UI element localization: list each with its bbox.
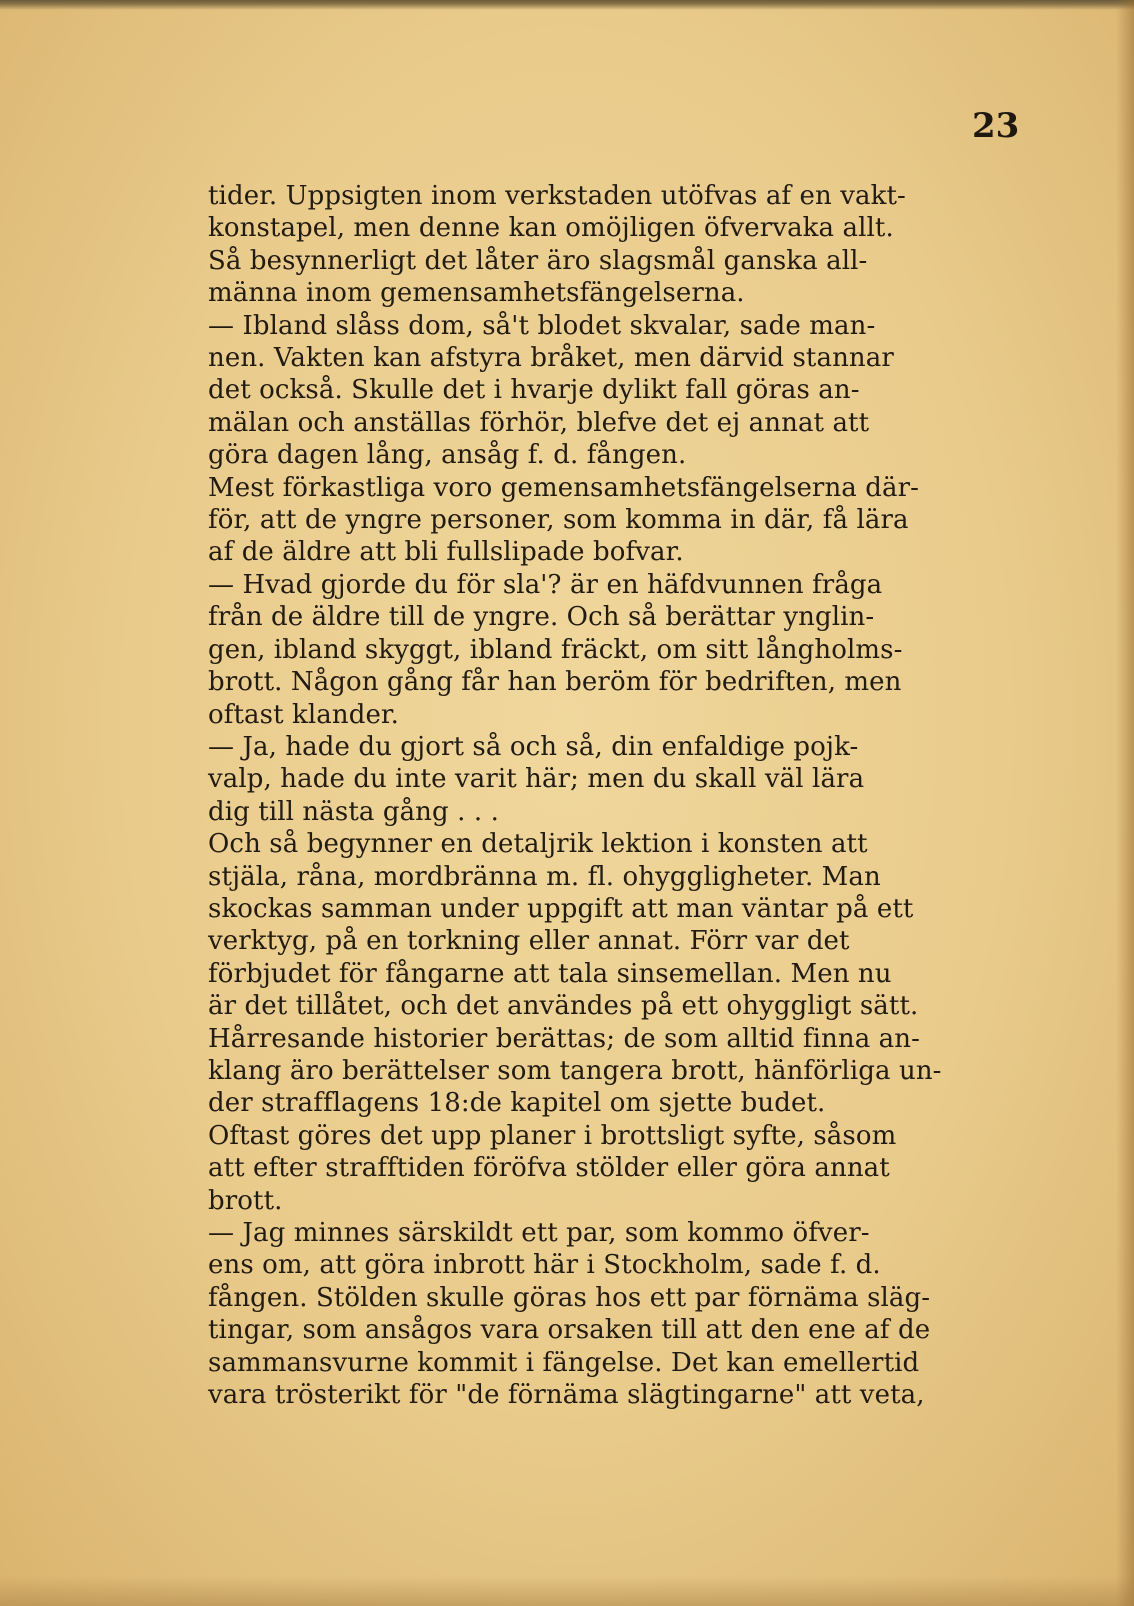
text-line: nen. Vakten kan afstyra bråket, men därvid stannar: [208, 343, 894, 374]
text-line: — Jag minnes särskildt ett par, som kommo öfver-: [208, 1218, 870, 1248]
text-line: är det tillåtet, och det användes på ett ohyggligt sätt.: [208, 991, 919, 1022]
text-line: det också. Skulle det i hvarje dylikt fall göras an-: [208, 375, 860, 406]
text-line: tider. Uppsigten inom verkstaden utöfvas af en vakt-: [208, 181, 906, 211]
text-line: dig till nästa gång . . .: [208, 796, 499, 827]
text-line: från de äldre till de yngre. Och så berättar ynglin-: [208, 602, 875, 633]
text-line: af de äldre att bli fullslipade bofvar.: [208, 537, 684, 568]
page-right-edge: [1116, 0, 1134, 1606]
text-line: valp, hade du inte varit här; men du skall väl lära: [208, 764, 865, 795]
text-line: — Hvad gjorde du för sla'? är en häfdvunnen fråga: [208, 569, 883, 600]
page-bottom-edge: [0, 1576, 1134, 1606]
page-top-edge: [0, 0, 1134, 10]
text-line: förbjudet för fångarne att tala sinsemellan. Men nu: [208, 958, 892, 989]
text-line: fången. Stölden skulle göras hos ett par förnäma släg-: [208, 1282, 931, 1313]
text-line: verktyg, på en torkning eller annat. Förr var det: [208, 926, 850, 957]
text-line: Hårresande historier berättas; de som alltid finna an-: [208, 1023, 920, 1054]
page-number: 23: [972, 106, 1020, 146]
text-line: vara trösterikt för "de förnäma slägtingarne" att veta,: [208, 1380, 925, 1411]
text-line: Mest förkastliga voro gemensamhetsfängelserna där-: [208, 472, 920, 503]
text-line: stjäla, råna, mordbränna m. fl. ohyggligheter. Man: [208, 861, 881, 892]
text-line: gen, ibland skyggt, ibland fräckt, om sitt långholms-: [208, 634, 903, 665]
text-line: — Ibland slåss dom, så't blodet skvalar, sade man-: [208, 310, 876, 341]
text-line: tingar, som ansågos vara orsaken till att den ene af de: [208, 1315, 931, 1346]
text-line: oftast klander.: [208, 699, 399, 730]
text-line: att efter strafftiden föröfva stölder eller göra annat: [208, 1153, 890, 1184]
text-line: för, att de yngre personer, som komma in där, få lära: [208, 505, 909, 536]
text-line: — Ja, hade du gjort så och så, din enfaldige pojk-: [208, 731, 859, 762]
text-line: brott. Någon gång får han beröm för bedriften, men: [208, 667, 902, 698]
text-line: Så besynnerligt det låter äro slagsmål ganska all-: [208, 245, 868, 276]
text-line: klang äro berättelser som tangera brott, hänförliga un-: [208, 1055, 942, 1086]
text-line: mälan och anställas förhör, blefve det ej annat att: [208, 407, 870, 438]
text-line: brott.: [208, 1185, 283, 1216]
page-text-body: [208, 180, 1058, 1411]
text-line: Och så begynner en detaljrik lektion i konsten att: [208, 829, 868, 860]
text-line: sammansvurne kommit i fängelse. Det kan emellertid: [208, 1347, 920, 1378]
text-line: der strafflagens 18:de kapitel om sjette budet.: [208, 1088, 826, 1119]
text-line: konstapel, men denne kan omöjligen öfvervaka allt.: [208, 213, 894, 244]
text-line: männa inom gemensamhetsfängelserna.: [208, 278, 745, 309]
text-line: ens om, att göra inbrott här i Stockholm, sade f. d.: [208, 1250, 881, 1281]
text-line: skockas samman under uppgift att man väntar på ett: [208, 893, 914, 924]
text-line: göra dagen lång, ansåg f. d. fången.: [208, 440, 687, 471]
text-line: Oftast göres det upp planer i brottsligt syfte, såsom: [208, 1120, 897, 1151]
